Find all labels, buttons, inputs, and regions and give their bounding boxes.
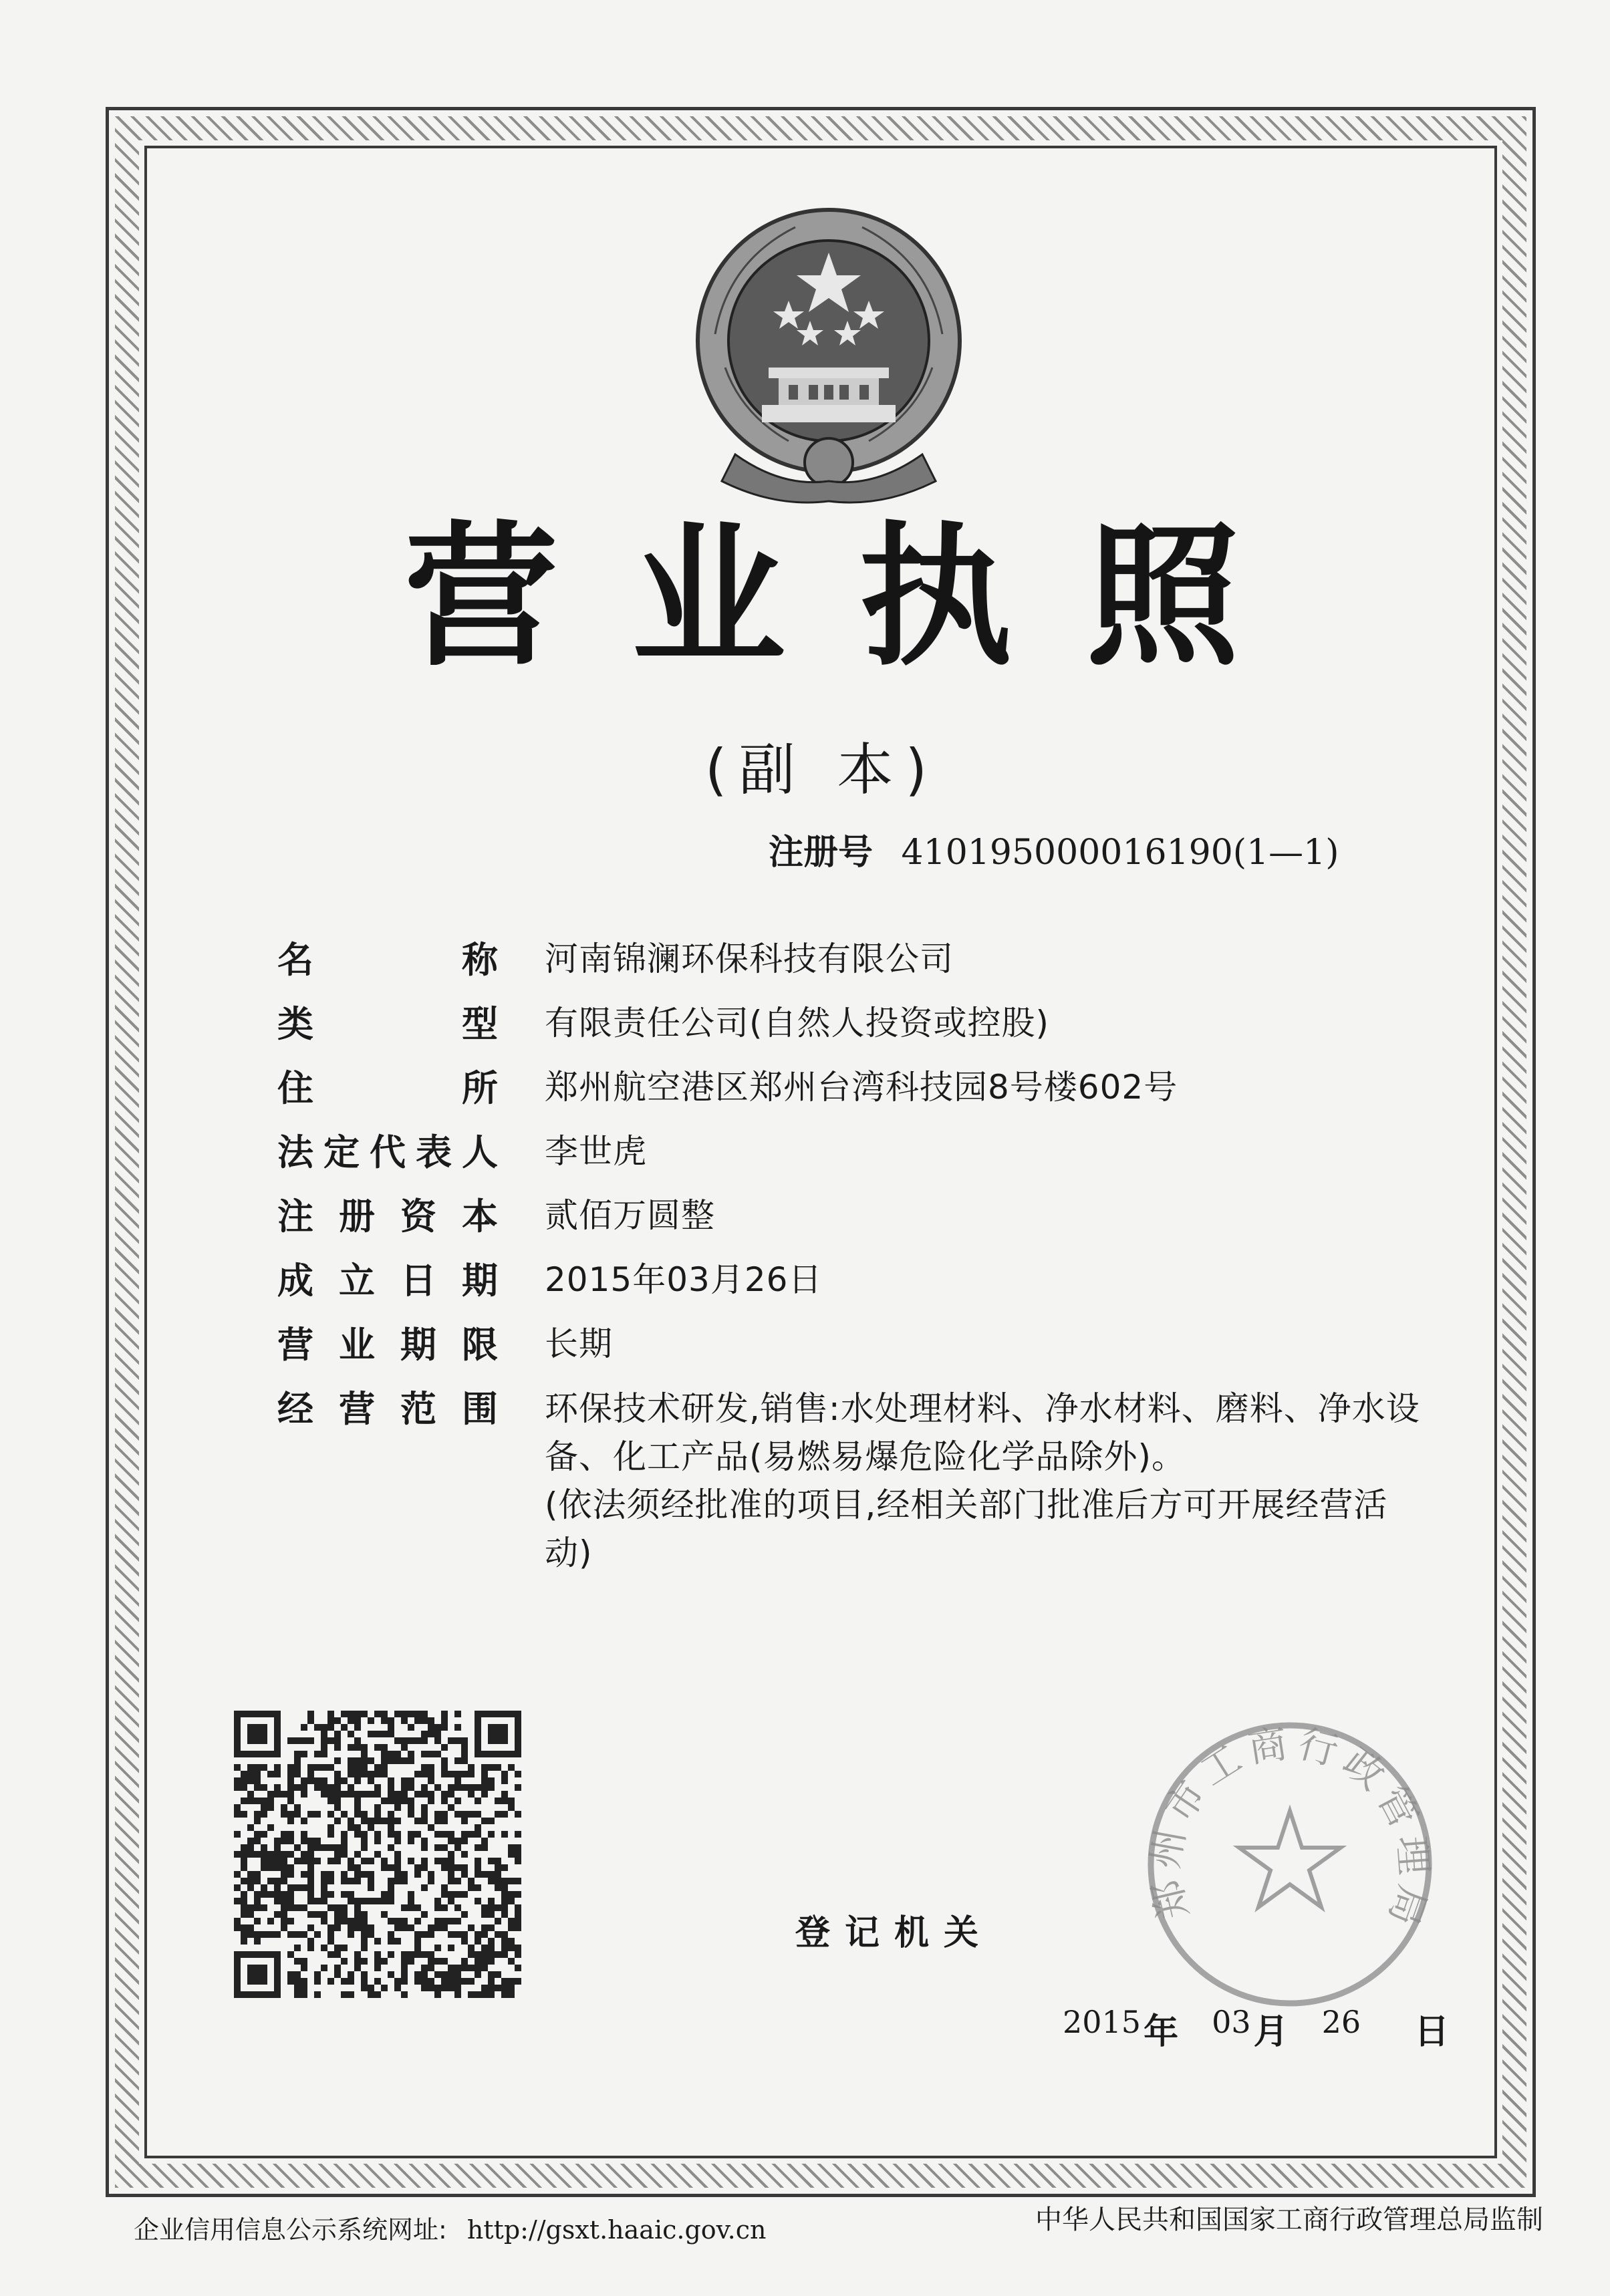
- license-fields: [277, 939, 1427, 1577]
- field-row-capital: [277, 1195, 1427, 1263]
- field-row-legal-rep: [277, 1131, 1427, 1199]
- field-label: 法 定 代 表 人: [277, 1131, 498, 1173]
- field-label: 住 所: [277, 1067, 498, 1109]
- field-label: 名 称: [277, 939, 498, 981]
- national-emblem-icon: [688, 200, 969, 508]
- field-row-name: [277, 939, 1427, 1006]
- footer-website-url[interactable]: http://gsxt.haaic.gov.cn: [466, 2215, 767, 2245]
- field-row-address: [277, 1067, 1427, 1135]
- field-value-business-term: 长期: [545, 1324, 613, 1363]
- footer-website-label: 企业信用信息公示系统网址:: [134, 2215, 447, 2245]
- field-value-established-date: 2015年03月26日: [545, 1260, 823, 1299]
- field-label: 类 型: [277, 1003, 498, 1045]
- field-value-company-type: 有限责任公司(自然人投资或控股): [545, 1004, 1050, 1042]
- field-row-established: [277, 1260, 1427, 1327]
- official-seal: [1136, 1711, 1444, 2018]
- registration-number-label: 注册号: [769, 833, 874, 873]
- document-subtitle: (副 本): [704, 737, 940, 803]
- field-label: 营 业 期 限: [277, 1324, 498, 1366]
- field-row-term: [277, 1324, 1427, 1391]
- field-row-type: [277, 1003, 1427, 1070]
- field-value-capital: 贰佰万圆整: [545, 1196, 715, 1235]
- footer-website: [134, 2209, 766, 2246]
- field-label: 成 立 日 期: [277, 1260, 498, 1302]
- issue-date: [1063, 2004, 1450, 2052]
- issue-month: 03: [1212, 2004, 1251, 2040]
- field-row-scope: [277, 1388, 1427, 1577]
- field-label: 注 册 资 本: [277, 1195, 498, 1238]
- svg-text:郑州市工商行政管理局: 郑州市工商行政管理局: [1142, 1719, 1438, 1938]
- footer-supervisor: 中华人民共和国国家工商行政管理总局监制: [1035, 2204, 1543, 2235]
- field-value-address: 郑州航空港区郑州台湾科技园8号楼602号: [545, 1068, 1178, 1107]
- issue-year-unit: 年: [1144, 2012, 1179, 2052]
- document-title: 营业执照: [404, 509, 1313, 687]
- issue-day: 26: [1321, 2004, 1361, 2040]
- field-label: 经 营 范 围: [277, 1388, 498, 1430]
- registration-authority: 登记机关: [795, 1913, 994, 1953]
- qr-code[interactable]: [234, 1711, 521, 1998]
- registration-number: [769, 833, 1370, 873]
- issue-month-unit: 月: [1253, 2012, 1289, 2052]
- field-value-company-name: 河南锦澜环保科技有限公司: [545, 940, 954, 978]
- registration-number-value: 410195000016190(1—1): [901, 833, 1339, 873]
- field-value-business-scope: 环保技术研发,销售:水处理材料、净水材料、磨料、净水设备、化工产品(易燃易爆危险化学品除外)。 (依法须经批准的项目,经相关部门批准后方可开展经营活动): [545, 1389, 1420, 1572]
- issue-year: 2015: [1063, 2004, 1142, 2040]
- issue-day-unit: 日: [1414, 2012, 1450, 2052]
- field-value-legal-rep: 李世虎: [545, 1132, 647, 1171]
